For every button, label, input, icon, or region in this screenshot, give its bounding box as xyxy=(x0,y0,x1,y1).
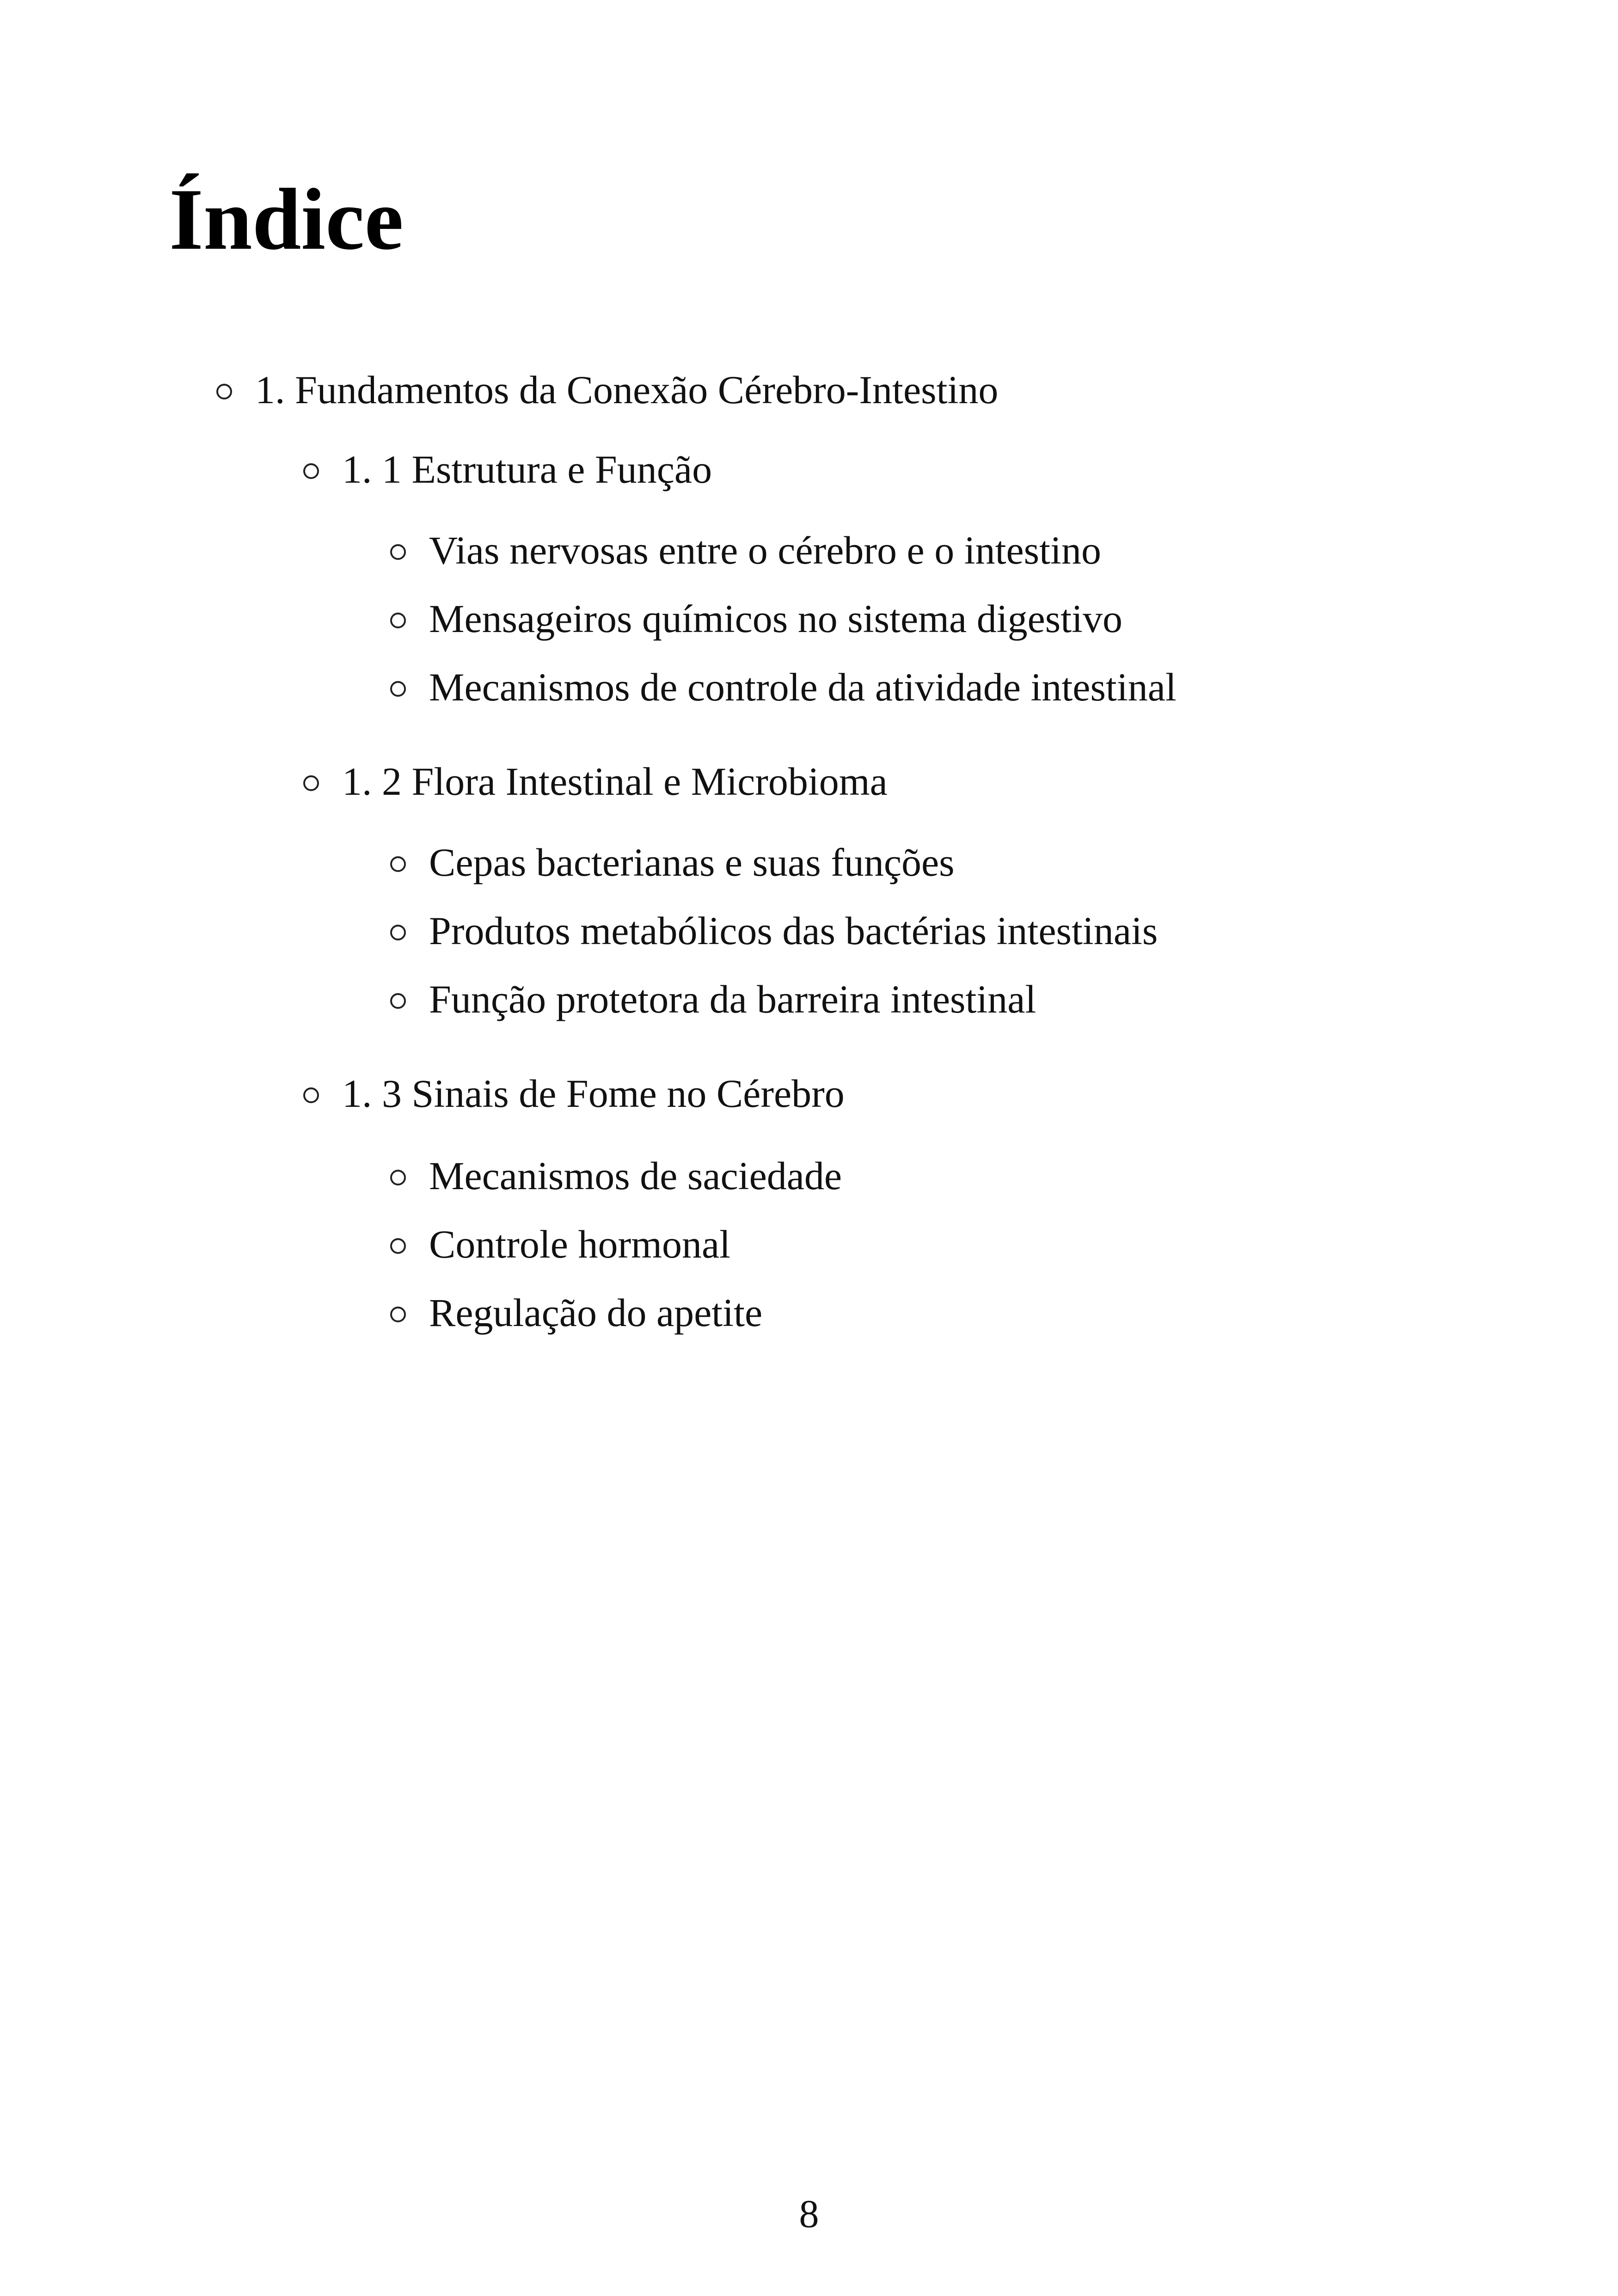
toc-item-label: Controle hormonal xyxy=(429,1222,731,1266)
toc-section-label: 1. 1 Estrutura e Função xyxy=(342,447,712,491)
hollow-circle-bullet-icon xyxy=(303,463,319,479)
hollow-circle-bullet-icon xyxy=(390,925,406,940)
toc-section-1-3[interactable] xyxy=(303,1071,845,1116)
page-title: Índice xyxy=(169,171,404,268)
toc-chapter-label: 1. Fundamentos da Conexão Cérebro-Intestino xyxy=(255,368,999,412)
toc-item[interactable] xyxy=(390,596,1123,641)
hollow-circle-bullet-icon xyxy=(390,1170,406,1185)
toc-section-label: 1. 2 Flora Intestinal e Microbioma xyxy=(342,759,888,804)
toc-section-1-2[interactable] xyxy=(303,759,888,804)
toc-item[interactable] xyxy=(390,530,1101,570)
toc-item[interactable] xyxy=(390,1156,842,1196)
hollow-circle-bullet-icon xyxy=(303,775,319,791)
toc-item-label: Mecanismos de controle da atividade intestinal xyxy=(429,665,1177,709)
toc-item[interactable] xyxy=(390,1224,730,1264)
toc-item-label: Mensageiros químicos no sistema digestivo xyxy=(429,596,1123,641)
hollow-circle-bullet-icon xyxy=(390,1238,406,1254)
page-number: 8 xyxy=(799,2192,819,2236)
hollow-circle-bullet-icon xyxy=(390,681,406,697)
toc-item-label: Regulação do apetite xyxy=(429,1290,763,1335)
hollow-circle-bullet-icon xyxy=(390,544,406,560)
toc-item-label: Função protetora da barreira intestinal xyxy=(429,977,1036,1021)
toc-chapter-1[interactable] xyxy=(216,370,998,410)
hollow-circle-bullet-icon xyxy=(390,1307,406,1322)
toc-section-label: 1. 3 Sinais de Fome no Cérebro xyxy=(342,1071,845,1116)
toc-item[interactable] xyxy=(390,667,1177,707)
toc-section-1-1[interactable] xyxy=(303,449,712,489)
hollow-circle-bullet-icon xyxy=(390,856,406,872)
hollow-circle-bullet-icon xyxy=(216,384,232,399)
toc-item-label: Produtos metabólicos das bactérias intestinais xyxy=(429,909,1158,953)
toc-item-label: Vias nervosas entre o cérebro e o intestino xyxy=(429,528,1101,572)
hollow-circle-bullet-icon xyxy=(390,993,406,1009)
toc-item[interactable] xyxy=(390,979,1036,1019)
toc-item[interactable] xyxy=(390,911,1158,951)
hollow-circle-bullet-icon xyxy=(390,613,406,628)
toc-item-label: Mecanismos de saciedade xyxy=(429,1154,842,1198)
hollow-circle-bullet-icon xyxy=(303,1087,319,1103)
toc-item[interactable] xyxy=(390,1290,763,1335)
toc-item[interactable] xyxy=(390,842,955,882)
toc-item-label: Cepas bacterianas e suas funções xyxy=(429,840,955,884)
